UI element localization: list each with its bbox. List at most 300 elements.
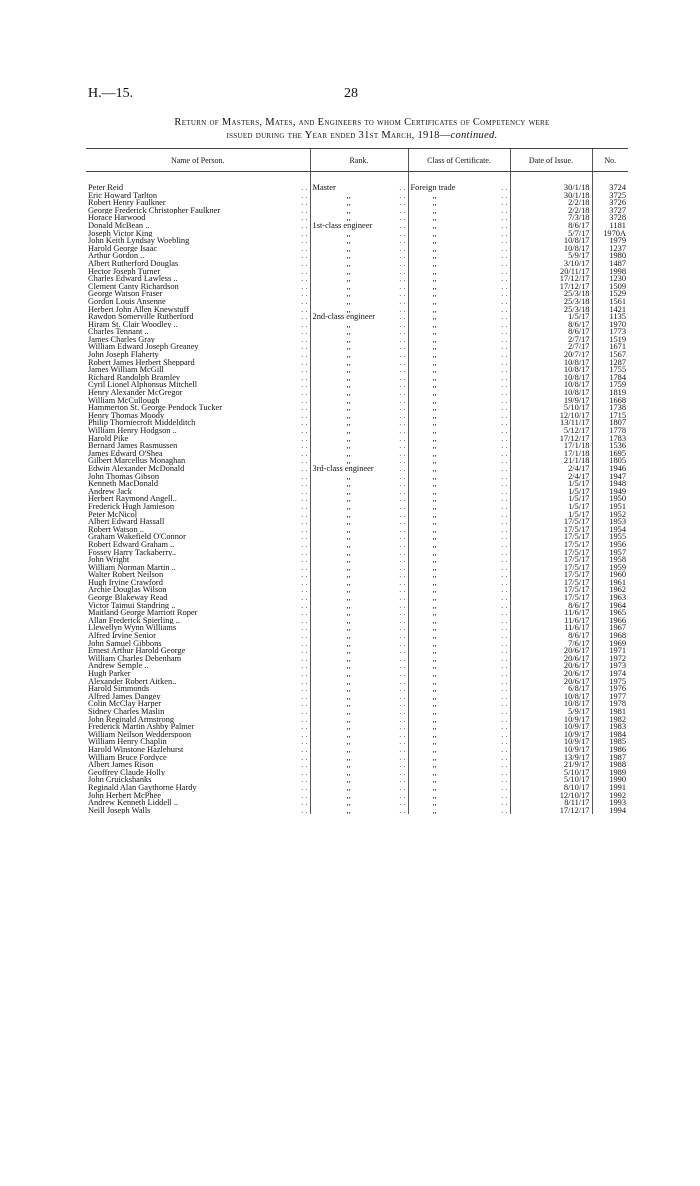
dot-leader: . . — [301, 707, 308, 716]
certificate-class-cell: ,, — [432, 700, 437, 708]
table-row — [86, 184, 628, 192]
person-name: Colin McClay Harper — [88, 700, 162, 708]
rank-cell: ,, — [346, 237, 351, 245]
date-of-issue-cell: 17/5/17 — [563, 540, 590, 549]
table-row — [86, 716, 628, 724]
dot-leader: . . — [399, 556, 406, 564]
table-row — [86, 708, 628, 716]
table-row — [86, 700, 628, 708]
dot-leader: . . — [399, 487, 406, 496]
dot-leader: . . — [301, 799, 308, 807]
dot-leader: . . — [501, 396, 508, 405]
table-row — [86, 526, 628, 534]
certificate-number-cell: 1807 — [609, 419, 626, 427]
dot-leader: . . — [501, 313, 508, 321]
certificate-number-cell: 1135 — [609, 313, 626, 321]
certificate-class-cell: ,, — [432, 791, 437, 800]
date-of-issue-cell: 17/5/17 — [563, 571, 590, 579]
person-name: Ernest Arthur Harold George — [88, 647, 186, 655]
dot-leader: . . — [301, 411, 308, 420]
dot-leader: . . — [501, 647, 508, 655]
certificate-class-cell: ,, — [432, 229, 437, 238]
date-of-issue-cell: 1/5/17 — [568, 510, 590, 519]
certificate-number-cell: 1985 — [609, 738, 626, 746]
table-header-row — [86, 149, 628, 172]
certificate-class-cell: ,, — [432, 601, 437, 610]
dot-leader: . . — [399, 191, 406, 200]
table-row — [86, 480, 628, 488]
table-row — [86, 488, 628, 496]
certificate-number-cell: 1536 — [609, 442, 626, 450]
certificate-class-cell: ,, — [432, 510, 437, 519]
certificate-number-cell: 1964 — [609, 601, 626, 610]
dot-leader: . . — [501, 464, 508, 473]
date-of-issue-cell: 17/5/17 — [563, 563, 590, 572]
person-name: Maitland George Marriott Roper — [88, 609, 198, 617]
dot-leader: . . — [301, 442, 308, 450]
rank-cell: ,, — [346, 419, 351, 427]
date-of-issue-cell: 25/3/18 — [563, 290, 590, 298]
certificate-class-cell: ,, — [432, 594, 437, 602]
rank-cell: ,, — [346, 639, 351, 648]
table-row — [86, 807, 628, 815]
rank-cell: ,, — [346, 381, 351, 390]
date-of-issue-cell: 5/9/17 — [568, 707, 590, 716]
dot-leader: . . — [301, 214, 308, 222]
certificate-number-cell: 1951 — [609, 502, 626, 511]
table-row — [86, 662, 628, 670]
dot-leader: . . — [301, 738, 308, 746]
dot-leader: . . — [301, 184, 308, 192]
dot-leader: . . — [399, 358, 406, 367]
dot-leader: . . — [399, 594, 406, 602]
certificate-number-cell: 1963 — [609, 594, 626, 602]
certificate-number-cell: 1972 — [609, 654, 626, 663]
certificate-number-cell: 1950 — [609, 495, 626, 503]
dot-leader: . . — [399, 199, 406, 207]
date-of-issue-cell: 10/8/17 — [563, 389, 590, 397]
certificate-number-cell: 1668 — [609, 396, 626, 405]
person-name: Allan Frederick Spierling .. — [88, 616, 180, 625]
dot-leader: . . — [301, 502, 308, 511]
date-of-issue-cell: 17/5/17 — [563, 525, 590, 534]
certificate-number-cell: 1959 — [609, 563, 626, 572]
certificate-class-cell: ,, — [432, 662, 437, 670]
dot-leader: . . — [501, 563, 508, 572]
dot-leader: . . — [399, 647, 406, 655]
dot-leader: . . — [301, 662, 308, 670]
certificate-number-cell: 1956 — [609, 540, 626, 549]
certificate-class-cell: ,, — [432, 343, 437, 352]
dot-leader: . . — [301, 745, 308, 754]
rank-cell: ,, — [346, 662, 351, 670]
rank-cell: ,, — [346, 282, 351, 291]
table-row — [86, 533, 628, 541]
dot-leader: . . — [301, 563, 308, 572]
person-name: Hugh Parker — [88, 670, 131, 678]
table-row — [86, 237, 628, 245]
table-row — [86, 389, 628, 397]
date-of-issue-cell: 10/9/17 — [563, 730, 590, 739]
certificate-class-cell: ,, — [432, 335, 437, 344]
dot-leader: . . — [399, 449, 406, 458]
certificate-number-cell: 1509 — [609, 282, 626, 291]
certificate-number-cell: 1949 — [609, 487, 626, 496]
rank-cell: ,, — [346, 411, 351, 420]
table-row — [86, 723, 628, 731]
column-header-number: No. — [592, 149, 628, 172]
dot-leader: . . — [301, 510, 308, 519]
person-name: Herbert John Allen Knewstuff — [88, 305, 190, 314]
dot-leader: . . — [301, 320, 308, 329]
certificate-class-cell: ,, — [432, 609, 437, 617]
dot-leader: . . — [301, 715, 308, 724]
certificate-class-cell: ,, — [432, 442, 437, 450]
dot-leader: . . — [501, 510, 508, 519]
person-name: Alfred Irvine Senior — [88, 632, 156, 640]
rank-cell: ,, — [346, 609, 351, 617]
date-of-issue-cell: 30/1/18 — [563, 191, 590, 200]
dot-leader: . . — [301, 199, 308, 207]
rank-cell: ,, — [346, 229, 351, 238]
table-row — [86, 359, 628, 367]
dot-leader: . . — [501, 305, 508, 314]
dot-leader: . . — [301, 806, 308, 815]
person-name: Joseph Victor King — [88, 229, 153, 238]
dot-leader: . . — [501, 229, 508, 238]
date-of-issue-cell: 5/10/17 — [563, 404, 590, 412]
rank-cell: ,, — [346, 449, 351, 458]
certificate-class-cell: ,, — [432, 624, 437, 633]
certificate-number-cell: 1989 — [609, 768, 626, 777]
dot-leader: . . — [399, 670, 406, 678]
table-row — [86, 306, 628, 314]
certificate-class-cell: ,, — [432, 745, 437, 754]
dot-leader: . . — [399, 290, 406, 298]
date-of-issue-cell: 5/12/17 — [563, 427, 590, 435]
person-name: Andrew Jack — [88, 487, 132, 496]
person-name: William Henry Chaplin — [88, 738, 167, 746]
person-name: Arthur Gordon .. — [88, 252, 145, 260]
dot-leader: . . — [301, 487, 308, 496]
certificate-number-cell: 1974 — [609, 670, 626, 678]
dot-leader: . . — [501, 267, 508, 276]
person-name: John Thomas Gibson — [88, 472, 160, 481]
rank-cell: ,, — [346, 442, 351, 450]
certificate-class-cell: ,, — [432, 389, 437, 397]
certificate-number-cell: 1962 — [609, 586, 626, 595]
title-continued: continued. — [450, 130, 498, 141]
dot-leader: . . — [301, 396, 308, 405]
person-name: Charles Edward Lawless .. — [88, 275, 178, 283]
certificate-class-cell: ,, — [432, 692, 437, 701]
rank-cell: ,, — [346, 624, 351, 633]
dot-leader: . . — [501, 715, 508, 724]
dot-leader: . . — [301, 639, 308, 648]
date-of-issue-cell: 13/11/17 — [560, 419, 590, 427]
column-header-name: Name of Person. — [86, 149, 310, 172]
certificate-number-cell: 1952 — [609, 510, 626, 519]
certificate-class-cell: ,, — [432, 457, 437, 465]
person-name: William Norman Martin .. — [88, 563, 176, 572]
certificate-number-cell: 1967 — [609, 624, 626, 633]
rank-cell: ,, — [346, 472, 351, 481]
dot-leader: . . — [301, 525, 308, 534]
dot-leader: . . — [501, 419, 508, 427]
person-name: Geoffrey Claude Holly — [88, 768, 166, 777]
certificate-number-cell: 1988 — [609, 761, 626, 769]
dot-leader: . . — [399, 396, 406, 405]
person-name: Alexander Robert Aitken.. — [88, 677, 177, 686]
rank-cell: ,, — [346, 654, 351, 663]
rank-cell: ,, — [346, 457, 351, 465]
dot-leader: . . — [301, 381, 308, 390]
certificate-class-cell: ,, — [432, 472, 437, 481]
date-of-issue-cell: 20/6/17 — [563, 677, 590, 686]
dot-leader: . . — [301, 578, 308, 587]
dot-leader: . . — [501, 472, 508, 481]
date-of-issue-cell: 2/2/18 — [568, 199, 590, 207]
dot-leader: . . — [501, 427, 508, 435]
date-of-issue-cell: 20/7/17 — [563, 351, 590, 359]
dot-leader: . . — [399, 229, 406, 238]
table-row — [86, 670, 628, 678]
dot-leader: . . — [501, 495, 508, 503]
dot-leader: . . — [399, 313, 406, 321]
certificate-class-cell: ,, — [432, 373, 437, 382]
date-of-issue-cell: 17/1/18 — [563, 442, 590, 450]
date-of-issue-cell: 17/5/17 — [563, 578, 590, 587]
certificate-class-cell: ,, — [432, 199, 437, 207]
dot-leader: . . — [501, 404, 508, 412]
certificate-class-cell: ,, — [432, 548, 437, 557]
certificate-number-cell: 1819 — [609, 389, 626, 397]
certificate-number-cell: 3728 — [609, 214, 626, 222]
rank-cell: ,, — [346, 389, 351, 397]
dot-leader: . . — [501, 556, 508, 564]
table-row — [86, 192, 628, 200]
certificate-class-cell: ,, — [432, 351, 437, 359]
certificate-class-cell: ,, — [432, 707, 437, 716]
certificate-number-cell: 1695 — [609, 449, 626, 458]
rank-cell: ,, — [346, 320, 351, 329]
dot-leader: . . — [399, 259, 406, 268]
person-name: John Joseph Flaherty — [88, 351, 159, 359]
table-row — [86, 632, 628, 640]
rank-cell: ,, — [346, 745, 351, 754]
person-name: Charles Tennant .. — [88, 328, 149, 336]
dot-leader: . . — [399, 297, 406, 306]
table-row — [86, 784, 628, 792]
certificate-class-cell: ,, — [432, 313, 437, 321]
date-of-issue-cell: 5/9/17 — [568, 252, 590, 260]
dot-leader: . . — [501, 366, 508, 374]
dot-leader: . . — [501, 654, 508, 663]
rank-cell: ,, — [346, 290, 351, 298]
dot-leader: . . — [399, 351, 406, 359]
dot-leader: . . — [301, 647, 308, 655]
rank-cell: ,, — [346, 525, 351, 534]
person-name: Hector Joseph Turner — [88, 267, 161, 276]
certificate-number-cell: 1738 — [609, 404, 626, 412]
dot-leader: . . — [501, 799, 508, 807]
date-of-issue-cell: 17/5/17 — [563, 533, 590, 541]
date-of-issue-cell: 1/5/17 — [568, 480, 590, 488]
certificate-class-cell: ,, — [432, 464, 437, 473]
rank-cell: ,, — [346, 502, 351, 511]
dot-leader: . . — [301, 556, 308, 564]
date-of-issue-cell: 2/4/17 — [568, 472, 590, 481]
dot-leader: . . — [501, 639, 508, 648]
dot-leader: . . — [399, 305, 406, 314]
date-of-issue-cell: 10/9/17 — [563, 715, 590, 724]
rank-cell: ,, — [346, 761, 351, 769]
date-of-issue-cell: 12/10/17 — [559, 791, 590, 800]
dot-leader: . . — [301, 427, 308, 435]
rank-cell: ,, — [346, 533, 351, 541]
dot-leader: . . — [501, 502, 508, 511]
dot-leader: . . — [301, 677, 308, 686]
person-name: Archie Douglas Wilson — [88, 586, 167, 595]
person-name: John Reginald Armstrong — [88, 715, 175, 724]
certificate-number-cell: 1993 — [609, 799, 626, 807]
date-of-issue-cell: 17/5/17 — [563, 586, 590, 595]
certificate-number-cell: 1981 — [609, 707, 626, 716]
certificate-class-cell: ,, — [432, 578, 437, 587]
date-of-issue-cell: 11/6/17 — [564, 624, 590, 633]
date-of-issue-cell: 5/10/17 — [563, 776, 590, 784]
date-of-issue-cell: 30/1/18 — [563, 184, 590, 192]
table-row — [86, 214, 628, 222]
dot-leader: . . — [501, 548, 508, 557]
certificate-class-cell: ,, — [432, 206, 437, 215]
dot-leader: . . — [399, 389, 406, 397]
dot-leader: . . — [501, 571, 508, 579]
certificate-class-cell: ,, — [432, 244, 437, 253]
dot-leader: . . — [501, 670, 508, 678]
certificate-number-cell: 1778 — [609, 427, 626, 435]
certificate-class-cell: ,, — [432, 776, 437, 784]
rank-cell: ,, — [346, 723, 351, 731]
date-of-issue-cell: 1/5/17 — [568, 502, 590, 511]
person-name: Harold George Isaac — [88, 244, 158, 253]
dot-leader: . . — [501, 320, 508, 329]
dot-leader: . . — [301, 267, 308, 276]
certificate-number-cell: 1805 — [609, 457, 626, 465]
dot-leader: . . — [301, 434, 308, 443]
certificate-class-cell: ,, — [432, 723, 437, 731]
certificate-number-cell: 1994 — [609, 806, 626, 815]
date-of-issue-cell: 7/6/17 — [568, 639, 590, 648]
dot-leader: . . — [501, 616, 508, 625]
person-name: Peter McNicol — [88, 510, 138, 519]
dot-leader: . . — [399, 237, 406, 245]
dot-leader: . . — [399, 244, 406, 253]
certificate-class-cell: ,, — [432, 487, 437, 496]
date-of-issue-cell: 2/4/17 — [568, 464, 590, 473]
table-row — [86, 609, 628, 617]
certificate-class-cell: ,, — [432, 632, 437, 640]
table-row — [86, 792, 628, 800]
table-row — [86, 442, 628, 450]
certificate-class-cell: ,, — [432, 783, 437, 792]
dot-leader: . . — [501, 745, 508, 754]
dot-leader: . . — [399, 654, 406, 663]
certificate-class-cell: ,, — [432, 275, 437, 283]
dot-leader: . . — [399, 442, 406, 450]
dot-leader: . . — [301, 290, 308, 298]
dot-leader: . . — [301, 540, 308, 549]
certificate-class-cell: ,, — [432, 730, 437, 739]
dot-leader: . . — [501, 351, 508, 359]
certificate-class-cell: ,, — [432, 419, 437, 427]
dot-leader: . . — [399, 632, 406, 640]
certificate-class-cell: ,, — [432, 715, 437, 724]
certificate-number-cell: 1954 — [609, 525, 626, 534]
dot-leader: . . — [399, 366, 406, 374]
table-row — [86, 450, 628, 458]
page-number: 28 — [344, 86, 358, 101]
dot-leader: . . — [501, 411, 508, 420]
person-name: Robert Edward Graham .. — [88, 540, 175, 549]
certificate-number-cell: 1487 — [609, 259, 626, 268]
dot-leader: . . — [399, 221, 406, 230]
date-of-issue-cell: 10/8/17 — [563, 237, 590, 245]
certificate-number-cell: 1715 — [609, 411, 626, 420]
certificate-class-cell: ,, — [432, 761, 437, 769]
certificate-number-cell: 1968 — [609, 632, 626, 640]
rank-cell: ,, — [346, 396, 351, 405]
date-of-issue-cell: 20/6/17 — [563, 670, 590, 678]
table-row — [86, 397, 628, 405]
table-row — [86, 746, 628, 754]
person-name: Frederick Martin Ashby Palmer — [88, 723, 195, 731]
certificate-class-cell: ,, — [432, 214, 437, 222]
person-name: Fossey Harry Tackaberry.. — [88, 548, 177, 557]
dot-leader: . . — [501, 806, 508, 815]
table-row — [86, 199, 628, 207]
date-of-issue-cell: 8/6/17 — [568, 320, 590, 329]
date-of-issue-cell: 10/8/17 — [563, 366, 590, 374]
person-name: Sidney Charles Maslin — [88, 707, 165, 716]
date-of-issue-cell: 17/12/17 — [559, 806, 590, 815]
rank-cell: ,, — [346, 768, 351, 777]
person-name: John Wright — [88, 556, 130, 564]
dot-leader: . . — [399, 206, 406, 215]
date-of-issue-cell: 10/8/17 — [563, 381, 590, 390]
table-row — [86, 381, 628, 389]
certificate-number-cell: 1955 — [609, 533, 626, 541]
rank-cell: ,, — [346, 753, 351, 762]
certificate-number-cell: 3724 — [609, 184, 626, 192]
table-row — [86, 655, 628, 663]
person-name: Frederick Hugh Jamieson — [88, 502, 175, 511]
dot-leader: . . — [301, 654, 308, 663]
person-name: Robert Henry Faulkner — [88, 199, 166, 207]
certificate-class-cell: ,, — [432, 502, 437, 511]
dot-leader: . . — [301, 609, 308, 617]
dot-leader: . . — [301, 389, 308, 397]
date-of-issue-cell: 5/7/17 — [568, 229, 590, 238]
dot-leader: . . — [501, 776, 508, 784]
dot-leader: . . — [301, 594, 308, 602]
certificate-number-cell: 1970A — [603, 229, 626, 238]
date-of-issue-cell: 8/6/17 — [568, 601, 590, 610]
dot-leader: . . — [399, 571, 406, 579]
dot-leader: . . — [399, 806, 406, 815]
rank-cell: ,, — [346, 685, 351, 693]
table-row — [86, 252, 628, 260]
